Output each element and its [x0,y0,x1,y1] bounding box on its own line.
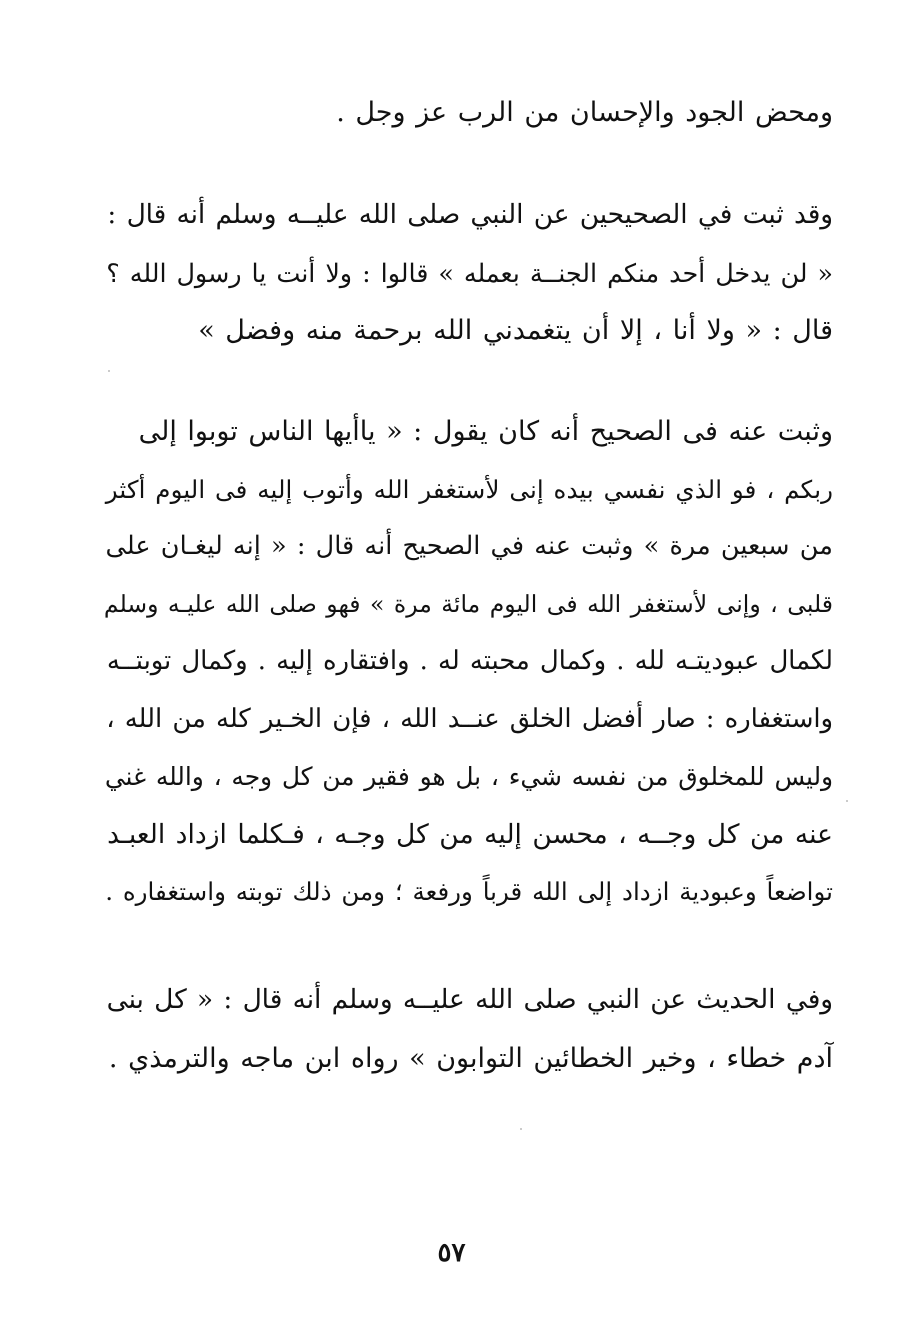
text-line: « لن يدخل أحد منكم الجنــة بعمله » قالوا : ولا أنت يا رسول الله ؟ [106,257,833,288]
text-line: وليس للمخلوق من نفسه شيء ، بل هو فقير من كل وجه ، والله غني [104,762,833,791]
scan-speck [846,800,848,802]
text-line: من سبعين مرة » وثبت عنه في الصحيح أنه قال : « إنه ليغـان على [105,531,833,561]
page-number: ٥٧ [437,1238,466,1268]
text-line: ربكم ، فو الذي نفسي بيده إنى لأستغفر الله وأتوب إليه فى اليوم أكثر [105,474,833,504]
paragraph-2 [100,187,833,360]
text-line: قلبى ، وإنى لأستغفر الله فى اليوم مائة مرة » فهو صلى الله عليـه وسلم [103,589,833,618]
paragraph-4 [100,972,833,1087]
text-line: ومحض الجود والإحسان من الرب عز وجل . [336,97,833,128]
text-line: لكمال عبوديتـه لله . وكمال محبته له . وافتقاره إليه . وكمال توبتــه [106,646,833,676]
paragraph-1 [100,84,833,142]
scan-speck [520,1128,522,1130]
scan-speck [108,370,110,372]
text-line: وقد ثبت في الصحيحين عن النبي صلى الله عليــه وسلم أنه قال : [107,200,833,230]
text-line: وفي الحديث عن النبي صلى الله عليــه وسلم أنه قال : « كل بنى [106,985,833,1015]
text-line: آدم خطاء ، وخير الخطائين التوابون » رواه ابن ماجه والترمذي . [108,1042,833,1074]
text-line: عنه من كل وجــه ، محسن إليه من كل وجـه ، فـكلما ازداد العبـد [107,818,833,850]
text-line: واستغفاره : صار أفضل الخلق عنــد الله ، فإن الخـير كله من الله ، [106,703,833,734]
text-line: تواضعاً وعبودية ازداد إلى الله قرباً ورفعة ؛ ومن ذلك توبته واستغفاره . [105,877,833,906]
paragraph-3 [100,403,833,921]
text-line: وثبت عنه فى الصحيح أنه كان يقول : « ياأيها الناس توبوا إلى [138,416,833,447]
text-line: قال : « ولا أنا ، إلا أن يتغمدني الله برحمة منه وفضل » [198,315,833,346]
